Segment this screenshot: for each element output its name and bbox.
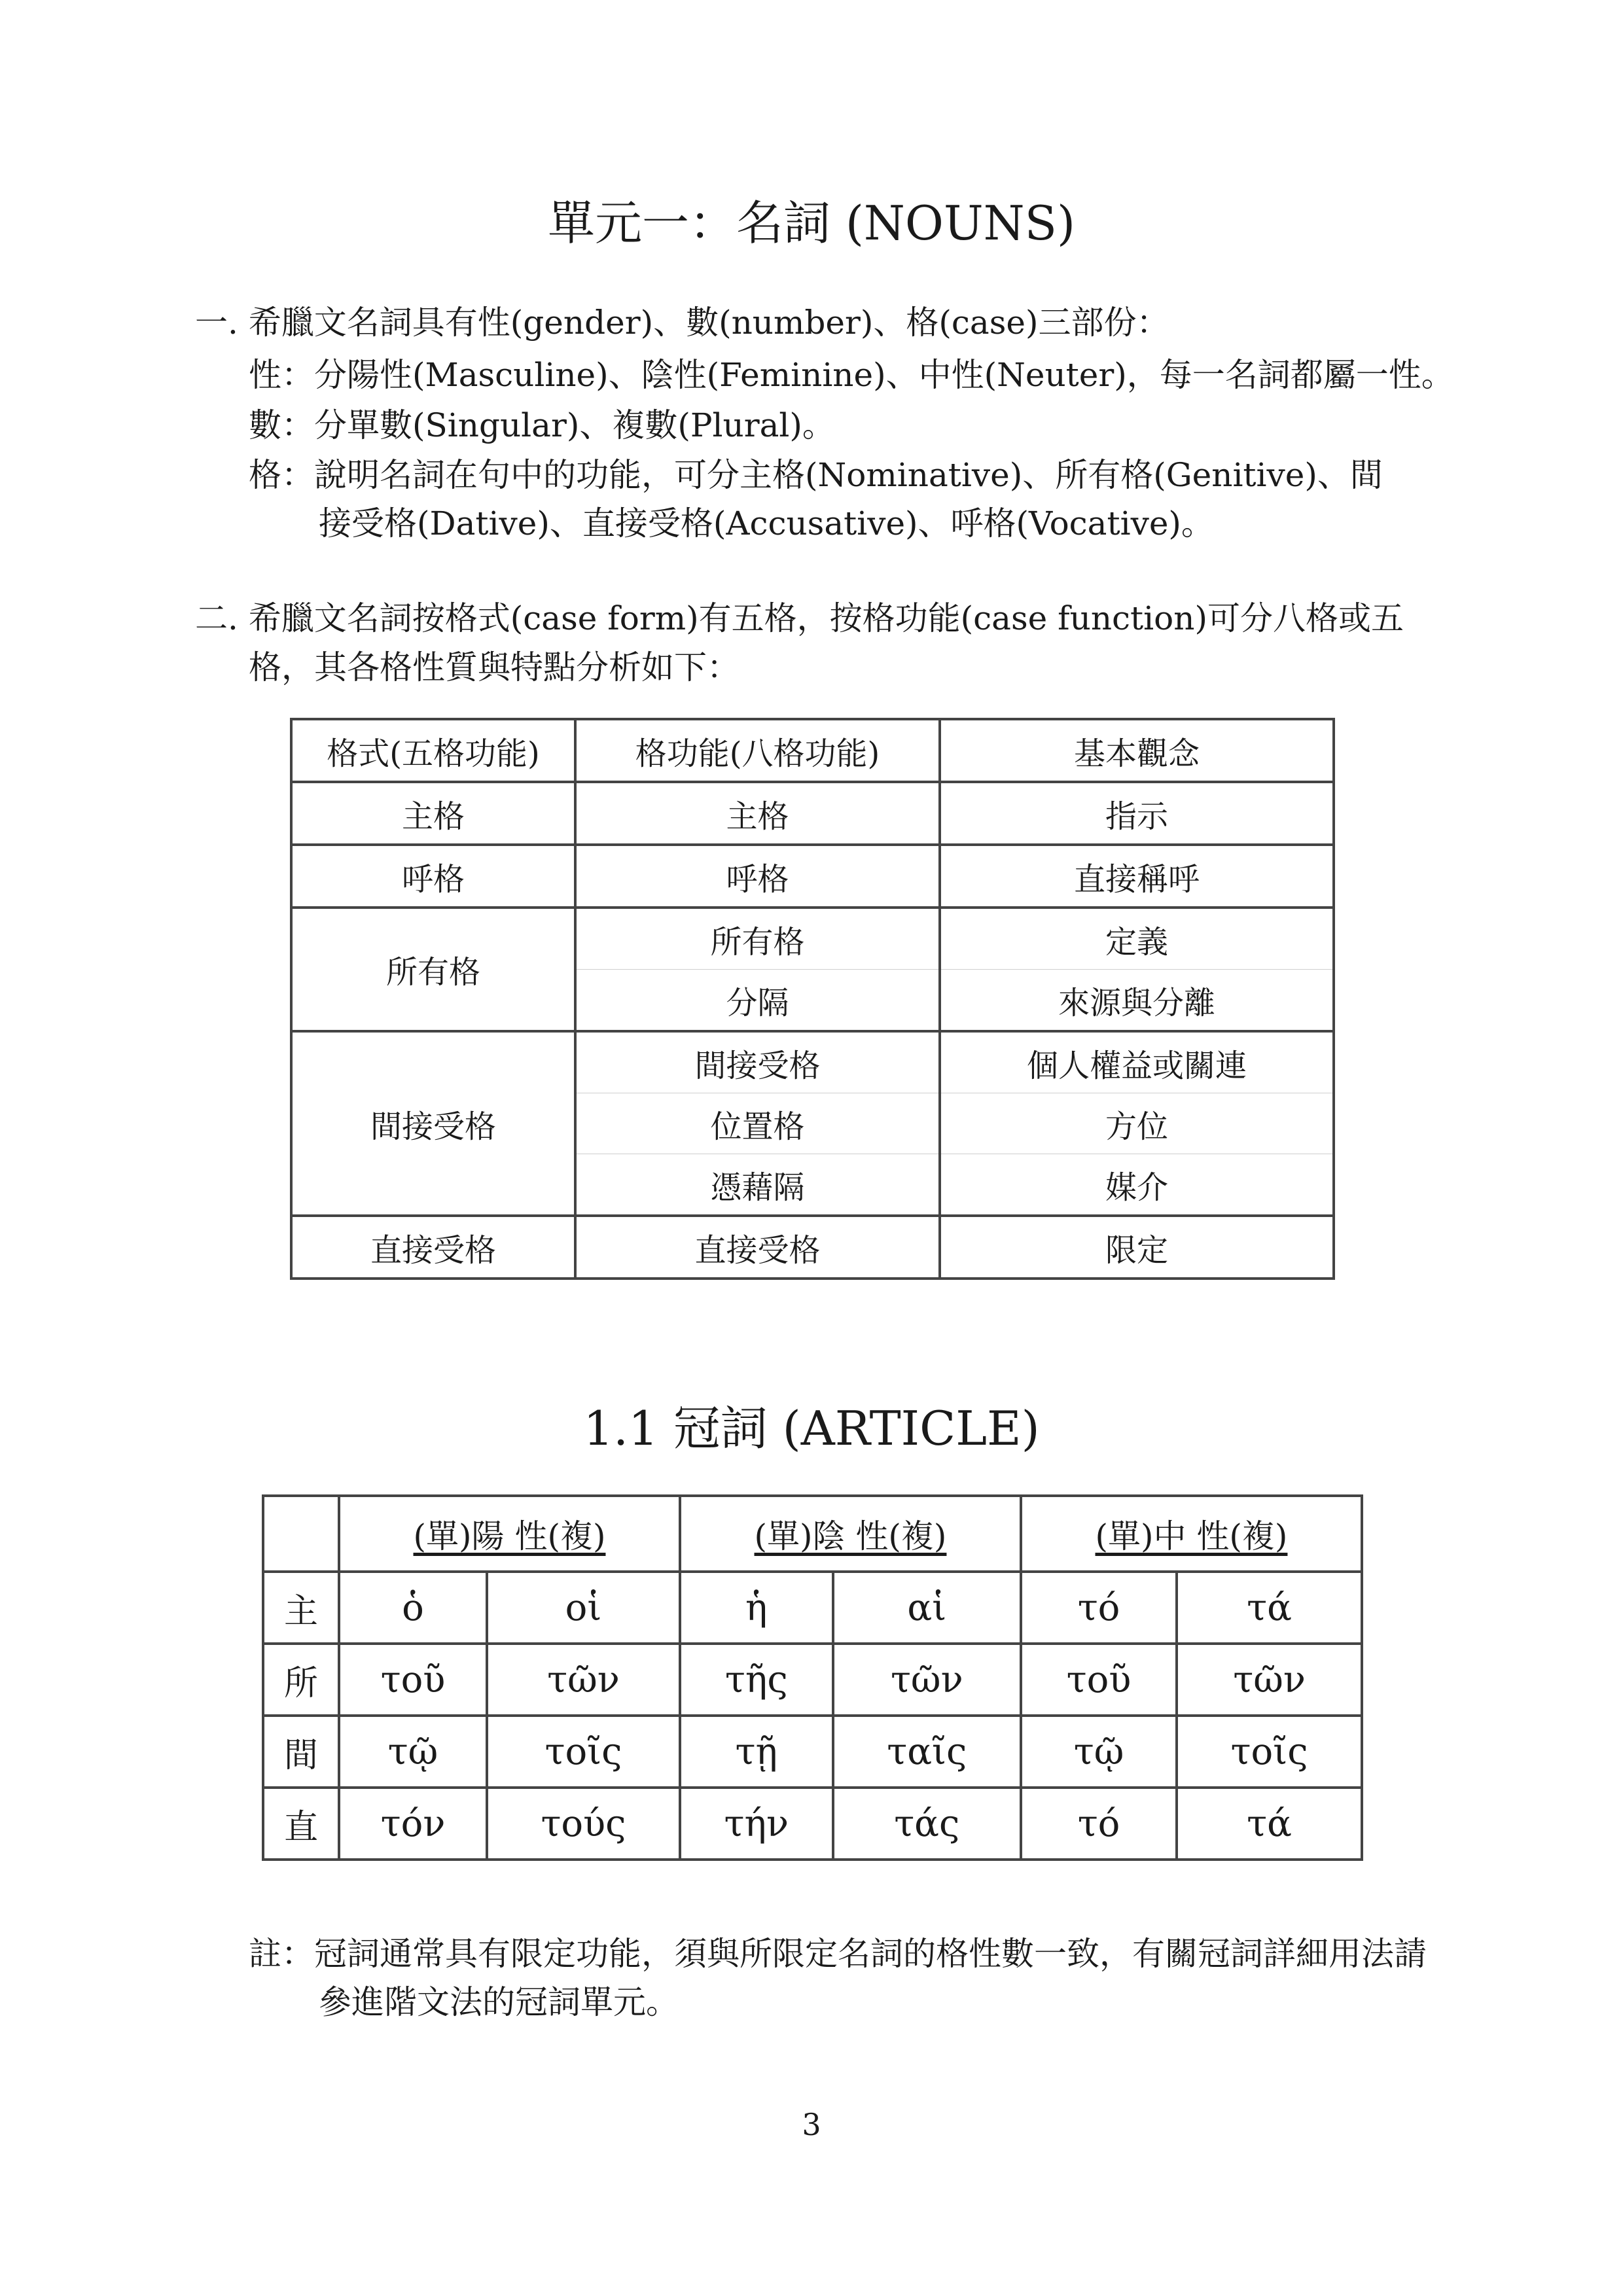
group-header-masculine: (單)陽 性(複) [339, 1496, 680, 1572]
section1-case-cont: 接受格(Dative)、直接受格(Accusative)、呼格(Vocative)。 [319, 504, 1214, 542]
article-cell: τῆς [680, 1644, 833, 1716]
table-row [291, 908, 1334, 970]
row-label: 直 [263, 1788, 339, 1860]
article-cell: τῷ [1021, 1716, 1177, 1788]
corner-cell [263, 1496, 339, 1572]
article-cell: τοῖς [1177, 1716, 1362, 1788]
group-header-neuter: (單)中 性(複) [1021, 1496, 1362, 1572]
article-cell: τοῖς [487, 1716, 680, 1788]
case-function-cell: 分隔 [575, 970, 940, 1032]
table-row [263, 1788, 1362, 1860]
case-form-cell: 呼格 [291, 845, 575, 908]
case-function-cell: 所有格 [575, 908, 940, 970]
row-label: 主 [263, 1572, 339, 1644]
article-cell: τά [1177, 1788, 1362, 1860]
case-concept-cell: 媒介 [940, 1154, 1334, 1216]
article-cell: τοῦ [1021, 1644, 1177, 1716]
case-table [290, 718, 1335, 1280]
article-cell: ἡ [680, 1572, 833, 1644]
case-concept-cell: 指示 [940, 782, 1334, 845]
article-table [262, 1494, 1363, 1861]
page-number: 3 [802, 2107, 821, 2142]
case-concept-cell: 直接稱呼 [940, 845, 1334, 908]
case-form-cell: 主格 [291, 782, 575, 845]
article-cell: τῶν [833, 1644, 1021, 1716]
note-line: 註：冠詞通常具有限定功能，須與所限定名詞的格性數一致，有關冠詞詳細用法請 [249, 1935, 1427, 1973]
table-row [291, 1031, 1334, 1093]
article-cell: τῇ [680, 1716, 833, 1788]
case-function-cell: 呼格 [575, 845, 940, 908]
section1-intro: 一. 希臘文名詞具有性(gender)、數(number)、格(case)三部份： [195, 304, 1169, 342]
note-line-cont: 參進階文法的冠詞單元。 [319, 1983, 679, 2021]
article-cell: οἱ [487, 1572, 680, 1644]
article-cell: τά [1177, 1572, 1362, 1644]
case-function-cell: 憑藉隔 [575, 1154, 940, 1216]
article-cell: αἱ [833, 1572, 1021, 1644]
article-cell: τάς [833, 1788, 1021, 1860]
section2-intro: 二. 希臘文名詞按格式(case form)有五格，按格功能(case function)可分八格或五 [195, 599, 1404, 637]
section1-number: 數：分單數(Singular)、複數(Plural)。 [249, 406, 835, 444]
table-row [291, 1216, 1334, 1279]
page-title: 單元一：名詞 (NOUNS) [547, 196, 1076, 251]
table-row [263, 1716, 1362, 1788]
case-function-cell: 主格 [575, 782, 940, 845]
article-cell: τοῦ [339, 1644, 487, 1716]
case-concept-cell: 定義 [940, 908, 1334, 970]
row-label: 所 [263, 1644, 339, 1716]
case-concept-cell: 來源與分離 [940, 970, 1334, 1032]
case-form-cell: 直接受格 [291, 1216, 575, 1279]
header-cell: 基本觀念 [940, 719, 1334, 782]
article-cell: τούς [487, 1788, 680, 1860]
case-concept-cell: 個人權益或關連 [940, 1031, 1334, 1093]
case-function-cell: 直接受格 [575, 1216, 940, 1279]
table-row [263, 1644, 1362, 1716]
article-cell: ταῖς [833, 1716, 1021, 1788]
table-header-row [291, 719, 1334, 782]
case-concept-cell: 方位 [940, 1093, 1334, 1154]
row-label: 間 [263, 1716, 339, 1788]
article-title: 1.1 冠詞 (ARTICLE) [583, 1401, 1040, 1456]
section1-gender: 性：分陽性(Masculine)、陰性(Feminine)、中性(Neuter)，每一名詞都屬一性。 [249, 356, 1454, 394]
article-cell: τῶν [487, 1644, 680, 1716]
article-cell: τόν [339, 1788, 487, 1860]
header-cell: 格功能(八格功能) [575, 719, 940, 782]
section1-case: 格：說明名詞在句中的功能，可分主格(Nominative)、所有格(Genitive)、間 [249, 456, 1383, 494]
case-form-cell: 間接受格 [291, 1031, 575, 1216]
article-cell: ὁ [339, 1572, 487, 1644]
case-concept-cell: 限定 [940, 1216, 1334, 1279]
article-header-row [263, 1496, 1362, 1572]
header-cell: 格式(五格功能) [291, 719, 575, 782]
section2-intro-cont: 格，其各格性質與特點分析如下： [249, 648, 740, 686]
article-cell: τῷ [339, 1716, 487, 1788]
article-cell: τό [1021, 1788, 1177, 1860]
case-form-cell: 所有格 [291, 908, 575, 1031]
article-cell: τήν [680, 1788, 833, 1860]
article-cell: τό [1021, 1572, 1177, 1644]
article-cell: τῶν [1177, 1644, 1362, 1716]
table-row [291, 845, 1334, 908]
case-function-cell: 間接受格 [575, 1031, 940, 1093]
table-row [263, 1572, 1362, 1644]
table-row [291, 782, 1334, 845]
case-function-cell: 位置格 [575, 1093, 940, 1154]
group-header-feminine: (單)陰 性(複) [680, 1496, 1021, 1572]
